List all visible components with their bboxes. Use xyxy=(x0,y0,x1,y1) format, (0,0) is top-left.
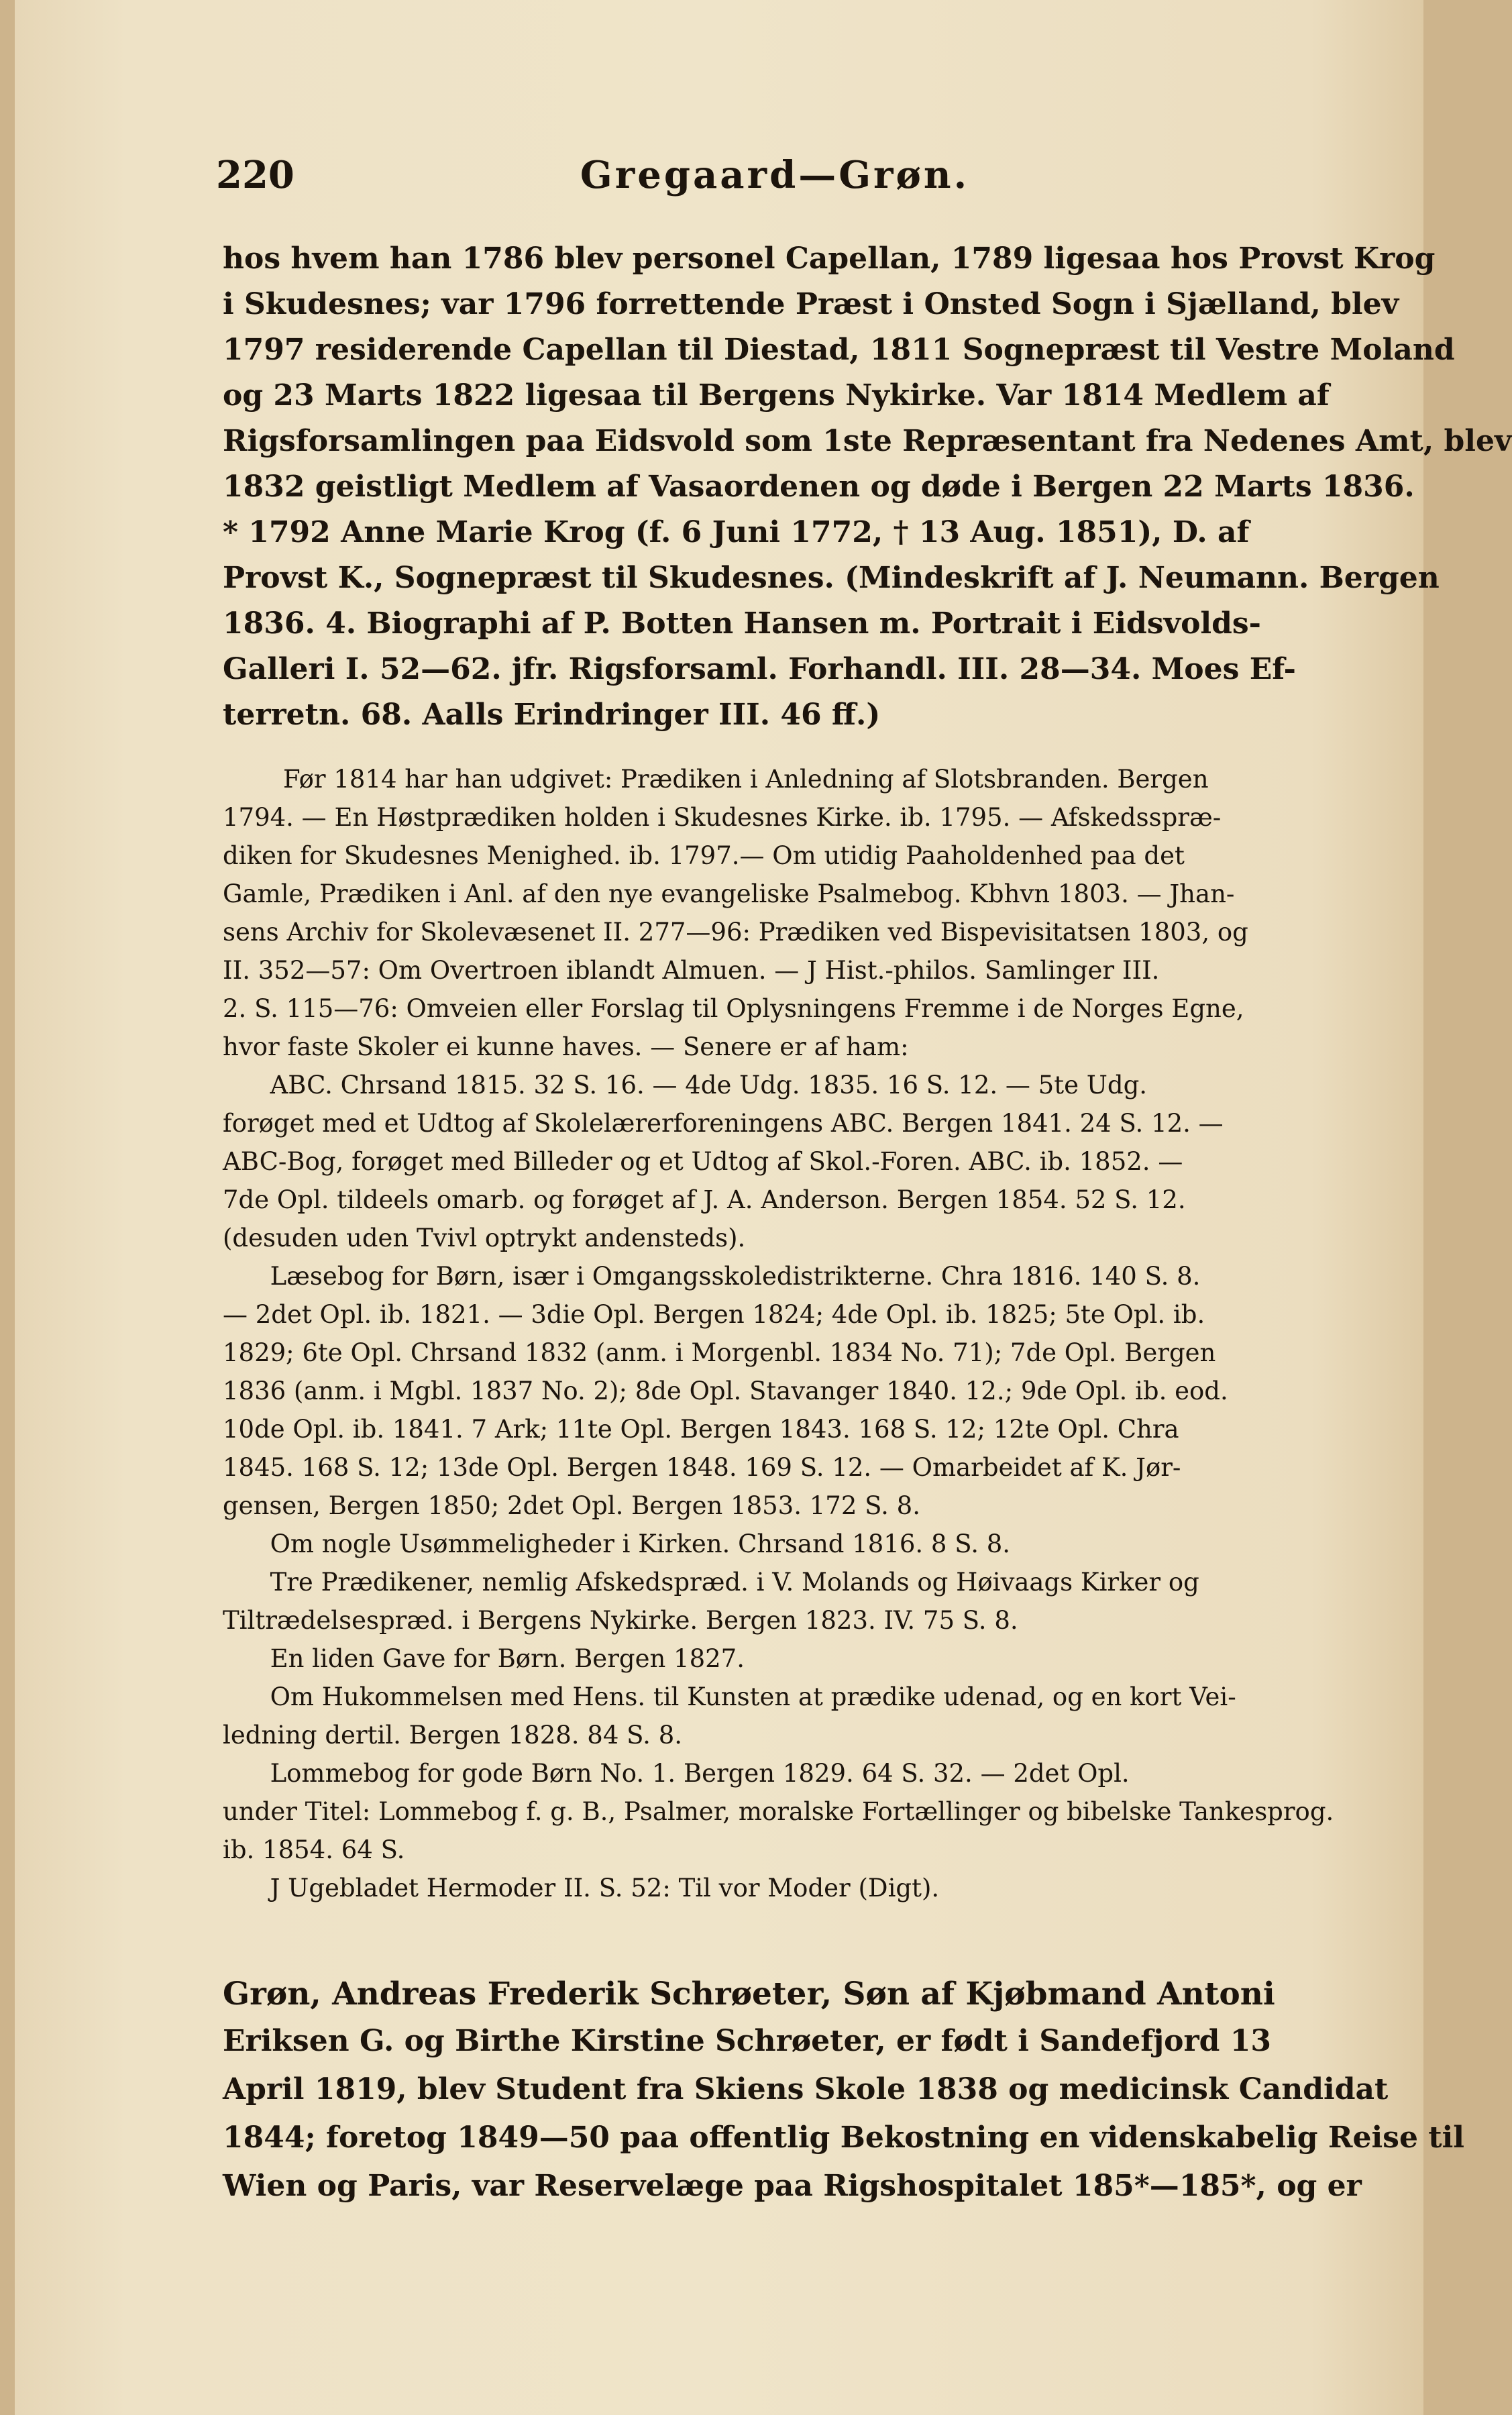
text-line: April 1819, blev Student fra Skiens Skole 1838 og medicinsk Candidat xyxy=(223,2072,1389,2106)
bibliography-line: 7de Opl. tildeels omarb. og forøget af J. A. Anderson. Bergen 1854. 52 S. 12. xyxy=(223,1185,1186,1214)
text-line: Eriksen G. og Birthe Kirstine Schrøeter, er født i Sandefjord 13 xyxy=(223,2024,1271,2058)
text-line: Galleri I. 52—62. jfr. Rigsforsaml. Forhandl. III. 28—34. Moes Ef- xyxy=(223,652,1296,686)
bibliography-line: En liden Gave for Børn. Bergen 1827. xyxy=(223,1644,745,1673)
bibliography-line: hvor faste Skoler ei kunne haves. — Senere er af ham: xyxy=(223,1032,909,1061)
bibliography-line: diken for Skudesnes Menighed. ib. 1797.— Om utidig Paaholdenhed paa det xyxy=(223,841,1185,870)
bibliography-line: Tiltrædelsespræd. i Bergens Nykirke. Bergen 1823. IV. 75 S. 8. xyxy=(223,1606,1018,1635)
text-line: 1832 geistligt Medlem af Vasaordenen og døde i Bergen 22 Marts 1836. xyxy=(223,470,1415,504)
bibliography-line: 1794. — En Høstprædiken holden i Skudesnes Kirke. ib. 1795. — Afskedsspræ- xyxy=(223,803,1222,832)
text-line: i Skudesnes; var 1796 forrettende Præst i Onsted Sogn i Sjælland, blev xyxy=(223,287,1399,321)
bibliography-line: — 2det Opl. ib. 1821. — 3die Opl. Bergen 1824; 4de Opl. ib. 1825; 5te Opl. ib. xyxy=(223,1300,1205,1329)
bibliography-line: sens Archiv for Skolevæsenet II. 277—96: Prædiken ved Bispevisitatsen 1803, og xyxy=(223,918,1248,947)
text-line: 1844; foretog 1849—50 paa offentlig Bekostning en videnskabelig Reise til xyxy=(223,2121,1465,2155)
bibliography-line: 1836 (anm. i Mgbl. 1837 No. 2); 8de Opl. Stavanger 1840. 12.; 9de Opl. ib. eod. xyxy=(223,1377,1228,1405)
bibliography-line: forøget med et Udtog af Skolelærerforeningens ABC. Bergen 1841. 24 S. 12. — xyxy=(223,1109,1224,1138)
running-title: Gregaard—Grøn. xyxy=(580,153,970,197)
bibliography-line: ib. 1854. 64 S. xyxy=(223,1835,405,1864)
bibliography-line: Om nogle Usømmeligheder i Kirken. Chrsand 1816. 8 S. 8. xyxy=(223,1529,1011,1558)
bibliography-line: Lommebog for gode Børn No. 1. Bergen 1829. 64 S. 32. — 2det Opl. xyxy=(223,1759,1130,1788)
bibliography-line: 1845. 168 S. 12; 13de Opl. Bergen 1848. 169 S. 12. — Omarbeidet af K. Jør- xyxy=(223,1453,1181,1482)
text-line: Wien og Paris, var Reservelæge paa Rigshospitalet 185*—185*, og er xyxy=(223,2169,1362,2203)
bibliography-line: II. 352—57: Om Overtroen iblandt Almuen. — J Hist.-philos. Samlinger III. xyxy=(223,956,1160,985)
text-line: Provst K., Sognepræst til Skudesnes. (Mindeskrift af J. Neumann. Bergen xyxy=(223,561,1440,595)
bibliography-line: (desuden uden Tvivl optrykt andensteds). xyxy=(223,1224,746,1252)
page-number: 220 xyxy=(216,153,294,197)
text-line: 1797 residerende Capellan til Diestad, 1811 Sognepræst til Vestre Moland xyxy=(223,333,1455,367)
bibliography-line: under Titel: Lommebog f. g. B., Psalmer, moralske Fortællinger og bibelske Tankesprog. xyxy=(223,1797,1334,1826)
bibliography-line: 1829; 6te Opl. Chrsand 1832 (anm. i Morgenbl. 1834 No. 71); 7de Opl. Bergen xyxy=(223,1338,1216,1367)
bibliography-line: ABC-Bog, forøget med Billeder og et Udtog af Skol.-Foren. ABC. ib. 1852. — xyxy=(223,1147,1183,1176)
bibliography-line: gensen, Bergen 1850; 2det Opl. Bergen 1853. 172 S. 8. xyxy=(223,1491,920,1520)
bibliography-line: Om Hukommelsen med Hens. til Kunsten at prædike udenad, og en kort Vei- xyxy=(223,1682,1236,1711)
text-line: * 1792 Anne Marie Krog (f. 6 Juni 1772, † 13 Aug. 1851), D. af xyxy=(223,515,1250,549)
text-line: hos hvem han 1786 blev personel Capellan, 1789 ligesaa hos Provst Krog xyxy=(223,241,1436,276)
entry-heading-line: Grøn, Andreas Frederik Schrøeter, Søn af Kjøbmand Antoni xyxy=(223,1976,1275,2012)
bibliography-line: Tre Prædikener, nemlig Afskedspræd. i V. Molands og Høivaags Kirker og xyxy=(223,1568,1199,1597)
bibliography-line: Gamle, Prædiken i Anl. af den nye evangeliske Psalmebog. Kbhvn 1803. — Jhan- xyxy=(223,879,1235,908)
bibliography-line: ledning dertil. Bergen 1828. 84 S. 8. xyxy=(223,1721,683,1750)
bibliography-line: J Ugebladet Hermoder II. S. 52: Til vor Moder (Digt). xyxy=(223,1874,940,1902)
text-line: terretn. 68. Aalls Erindringer III. 46 ff.) xyxy=(223,698,881,732)
text-line: Rigsforsamlingen paa Eidsvold som 1ste Repræsentant fra Nedenes Amt, blev xyxy=(223,424,1512,458)
page-header xyxy=(216,153,1334,200)
book-page xyxy=(15,0,1512,2415)
text-line: og 23 Marts 1822 ligesaa til Bergens Nykirke. Var 1814 Medlem af xyxy=(223,378,1330,413)
bibliography-line: 10de Opl. ib. 1841. 7 Ark; 11te Opl. Bergen 1843. 168 S. 12; 12te Opl. Chra xyxy=(223,1415,1179,1444)
bibliography-line: Læsebog for Børn, især i Omgangsskoledistrikterne. Chra 1816. 140 S. 8. xyxy=(223,1262,1201,1291)
bibliography-line: Før 1814 har han udgivet: Prædiken i Anledning af Slotsbranden. Bergen xyxy=(283,765,1209,794)
text-line: 1836. 4. Biographi af P. Botten Hansen m. Portrait i Eidsvolds- xyxy=(223,606,1261,641)
bibliography-line: ABC. Chrsand 1815. 32 S. 16. — 4de Udg. 1835. 16 S. 12. — 5te Udg. xyxy=(223,1071,1148,1099)
bibliography-line: 2. S. 115—76: Omveien eller Forslag til Oplysningens Fremme i de Norges Egne, xyxy=(223,994,1244,1023)
